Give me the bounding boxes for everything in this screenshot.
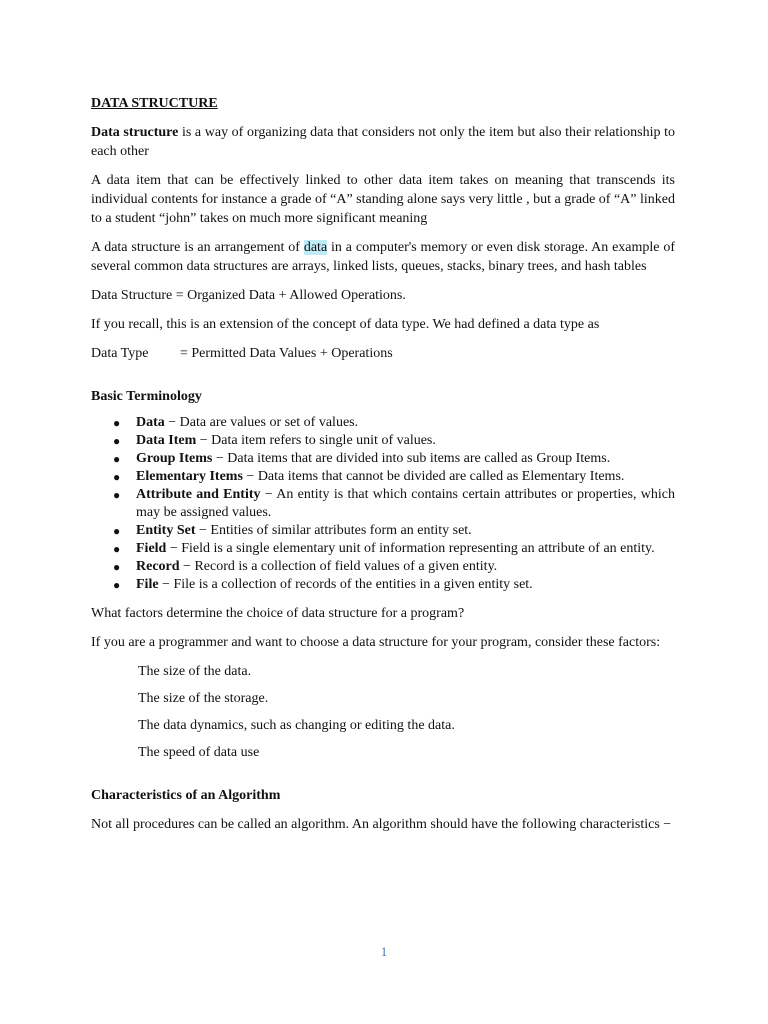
intro-paragraph <box>91 123 675 161</box>
factor-item: The speed of data use <box>138 745 260 760</box>
data-item-paragraph: A data item that can be effectively linked to other data item takes on meaning that transcends its individual contents for instance a grade of “A” standing alone says very little , but a grade of “A” linked to a student “john” takes on much more significant meaning <box>91 173 675 226</box>
bullet-icon: ● <box>113 434 121 448</box>
list-item: ● Attribute and Entity − An entity is that which contains certain attributes or properties, which may be assigned values. <box>113 487 675 520</box>
bullet-icon: ● <box>113 524 121 538</box>
document-page <box>91 94 675 834</box>
list-item: ● Group Items − Data items that are divided into sub items are called as Group Items. <box>113 451 611 466</box>
terminology-list <box>91 414 675 594</box>
bullet-icon: ● <box>113 416 121 430</box>
factor-item: The size of the storage. <box>138 691 269 706</box>
highlighted-word: data <box>303 240 328 255</box>
arrangement-paragraph <box>91 238 675 276</box>
data-type-rhs: = Permitted Data Values + Operations <box>180 346 393 361</box>
document-title: DATA STRUCTURE <box>91 96 218 111</box>
page-number: 1 <box>380 944 388 959</box>
list-item: ● Entity Set − Entities of similar attributes form an entity set. <box>113 523 472 538</box>
list-item: ● File − File is a collection of records of the entities in a given entity set. <box>113 577 533 592</box>
arrangement-after: in a computer's memory or even disk storage. An example of several common data structures are arrays, linked lists, queues, stacks, binary trees, and hash tables <box>91 240 676 274</box>
data-type-formula <box>91 344 675 363</box>
bullet-icon: ● <box>113 470 121 484</box>
list-item: ● Field − Field is a single elementary unit of information representing an attribute of an entity. <box>113 541 655 556</box>
data-structure-formula: Data Structure = Organized Data + Allowed Operations. <box>91 288 406 303</box>
bullet-icon: ● <box>113 542 121 556</box>
factor-item: The size of the data. <box>138 664 252 679</box>
recall-paragraph: If you recall, this is an extension of the concept of data type. We had defined a data type as <box>91 317 600 332</box>
arrangement-before: A data structure is an arrangement of <box>91 240 304 255</box>
bullet-icon: ● <box>113 452 121 466</box>
question-paragraph: What factors determine the choice of data structure for a program? <box>91 606 465 621</box>
list-item: ● Data − Data are values or set of values. <box>113 415 359 430</box>
list-item: ● Record − Record is a collection of field values of a given entity. <box>113 559 498 574</box>
intro-rest: is a way of organizing data that considers not only the item but also their relationship to each other <box>91 125 675 159</box>
list-item: ● Elementary Items − Data items that cannot be divided are called as Elementary Items. <box>113 469 625 484</box>
list-item: ● Data Item − Data item refers to single unit of values. <box>113 433 436 448</box>
algorithm-heading: Characteristics of an Algorithm <box>91 788 281 803</box>
basic-terminology-heading: Basic Terminology <box>91 389 202 404</box>
programmer-paragraph: If you are a programmer and want to choose a data structure for your program, consider these factors: <box>91 635 661 650</box>
bullet-icon: ● <box>113 560 121 574</box>
data-type-lhs: Data Type <box>91 346 149 361</box>
algorithm-paragraph: Not all procedures can be called an algorithm. An algorithm should have the following characteristics − <box>91 817 672 832</box>
bullet-icon: ● <box>113 578 121 592</box>
bullet-icon: ● <box>113 488 121 502</box>
intro-term: Data structure <box>91 125 179 140</box>
factor-item: The data dynamics, such as changing or editing the data. <box>138 718 455 733</box>
